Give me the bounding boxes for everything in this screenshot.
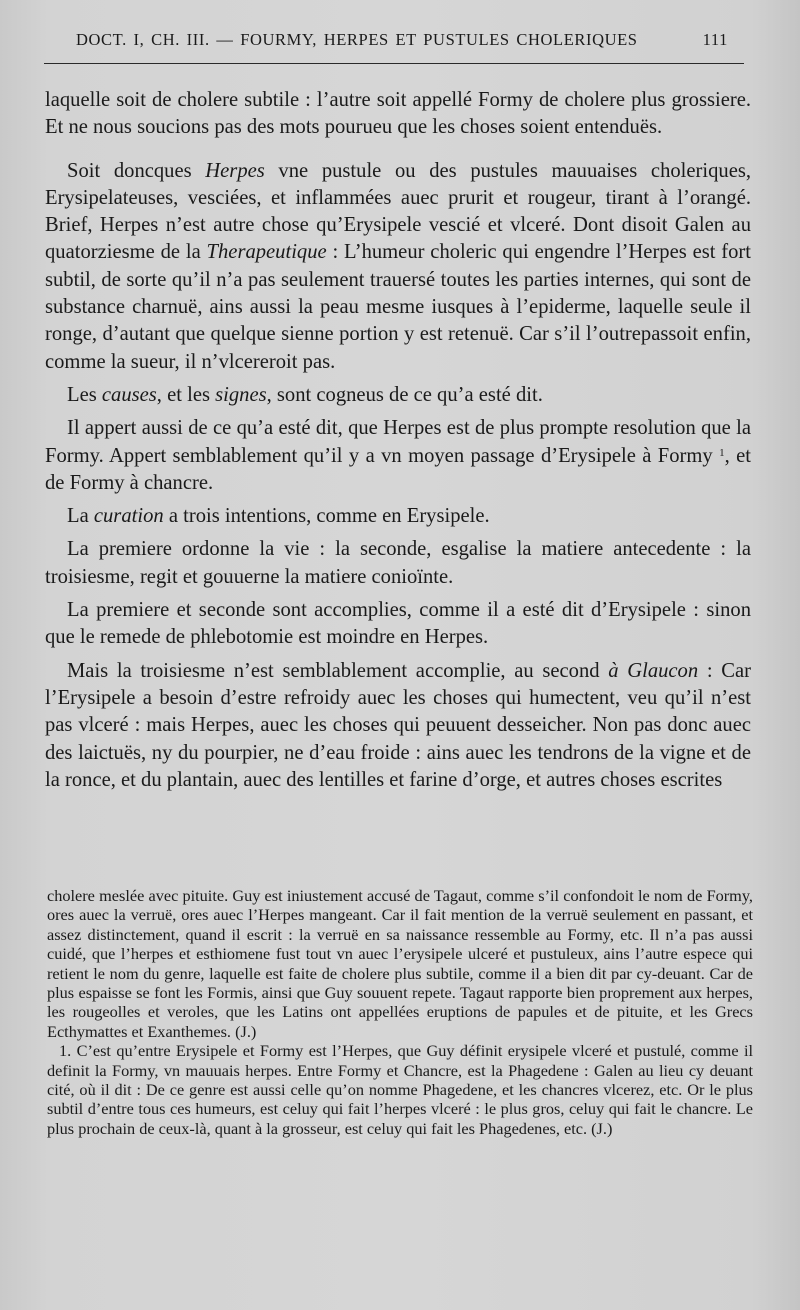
running-title: DOCT. I, CH. III. — FOURMY, HERPES ET PUSTULES CHOLERIQUES — [76, 30, 638, 49]
text-run: : Car l’Erysipele a besoin d’estre refroidy auec les choses qui humectent, veu qu’il n’est pas vlceré : mais Herpes, auec les choses qui peuuent desseicher. Non pas donc auec des laictuës, ny du pourpier, ne d’eau froide : ains auec les tendrons de la vigne et de la ronce, et du plantain, auec des lentilles et farine d’orge, et autres choses escrites — [45, 659, 751, 791]
italic-term: curation — [93, 505, 164, 528]
text-run: , sont cogneus de ce qu’a esté dit. — [266, 383, 543, 406]
text-run: : L’humeur choleric qui engendre l’Herpes est fort subtil, de sorte qu’il n’a pas seulement trauersé toutes les parties internes, qui sont de substance charnuë, ains aussi la peau mesme iusques à l’epiderme, laquelle seule il ronge, d’autant que quelque sienne portion y est retenuë. Car s’il l’outrepassoit enfin, comme la sueur, il n’vlcereroit pas. — [45, 241, 751, 373]
footnote-ref: 1 — [719, 446, 725, 459]
page-number: 111 — [702, 30, 728, 49]
italic-term: causes — [101, 383, 157, 406]
text-run: Les — [67, 383, 102, 406]
text-run: Il appert aussi de ce qu’a esté dit, que Herpes est de plus prompte resolution que la Formy. Appert semblablement qu’il y a vn moyen passage d’Erysipele à Formy — [45, 417, 751, 467]
italic-term: à Glaucon — [608, 659, 699, 682]
paragraph-8 — [45, 658, 751, 794]
text-run: vne pustule ou des pustules mauuaises choleriques, Erysipelateuses, vesciées, et inflammées auec prurit et rougeur, tirant à l’orangé. Brief, Herpes n’est autre chose qu’Erysipele vescié et vlceré. Dont disoit Galen au quatorziesme de la — [45, 159, 751, 264]
text-run: , et de Formy à chancre. — [45, 444, 751, 494]
footnote-1: 1. C’est qu’entre Erysipele et Formy est l’Herpes, que Guy définit erysipele vlceré et pustulé, comme il definit la Formy, vn mauuais herpes. Entre Formy et Chancre, est la Phagedene : Galen au lieu cy deuant cité, où il dit : De ce genre est aussi celle qu’on nomme Phagedene, et les chancres vlcerez, etc. Or le plus subtil d’entre tous ces humeurs, est celuy qui fait l’herpes vlceré : le plus gros, celuy qui fait le chancre. Le plus prochain de ceux-là, quant à la grosseur, est celuy qui fait les Phagedenes, etc. (J.) — [47, 1041, 753, 1138]
text-run: La — [67, 505, 94, 528]
running-header — [44, 30, 744, 56]
text-run: , et les — [156, 383, 216, 406]
text-run: Soit doncques — [67, 159, 206, 182]
paragraph-6: La premiere ordonne la vie : la seconde, esgalise la matiere antecedente : la troisiesme, regit et gouuerne la matiere conioïnte. — [45, 538, 751, 588]
paragraph-2 — [45, 158, 751, 376]
paragraph-3 — [45, 382, 751, 409]
text-run: Mais la troisiesme n’est semblablement accomplie, au second — [67, 659, 609, 682]
paragraph-4 — [45, 415, 751, 497]
paragraph-5 — [45, 503, 751, 530]
header-rule — [44, 63, 744, 64]
text-run: a trois intentions, comme en Erysipele. — [163, 505, 490, 528]
paragraph-1: laquelle soit de cholere subtile : l’autre soit appellé Formy de cholere plus grossiere. Et ne nous soucions pas des mots pourueu que les choses soient entenduës. — [45, 89, 751, 139]
footnotes — [47, 886, 753, 1138]
footnote-continuation: cholere meslée avec pituite. Guy est iniustement accusé de Tagaut, comme s’il confondoit le nom de Formy, ores auec la verruë, ores auec l’Herpes mangeant. Car il fait mention de la verruë seulement en passant, et assez distinctement, quand il escrit : la verruë en sa naissance ressemble au Formy, etc. Il n’a pas aussi cuidé, que l’herpes et esthiomene fust tout vn auec l’erysipele ulceré et pustuleux, ains l’autre espece qui retient le nom du genre, laquelle est faite de cholere plus subtile, comme il a bien dit par cy-deuant. Car de plus espaisse se font les Formis, ainsi que Guy souuent repete. Tagaut rapporte bien proprement aux herpes, les rougeolles et veroles, que les Latins ont appellées eruptions de papules et de pituite, et les Grecs Ecthymattes et Exanthemes. (J.) — [47, 886, 753, 1041]
italic-term: Herpes — [205, 159, 265, 182]
italic-term: Therapeutique — [206, 241, 327, 264]
italic-term: signes — [215, 383, 267, 406]
main-text — [45, 87, 751, 794]
paragraph-7: La premiere et seconde sont accomplies, comme il a esté dit d’Erysipele : sinon que le remede de phlebotomie est moindre en Herpes. — [45, 599, 751, 649]
